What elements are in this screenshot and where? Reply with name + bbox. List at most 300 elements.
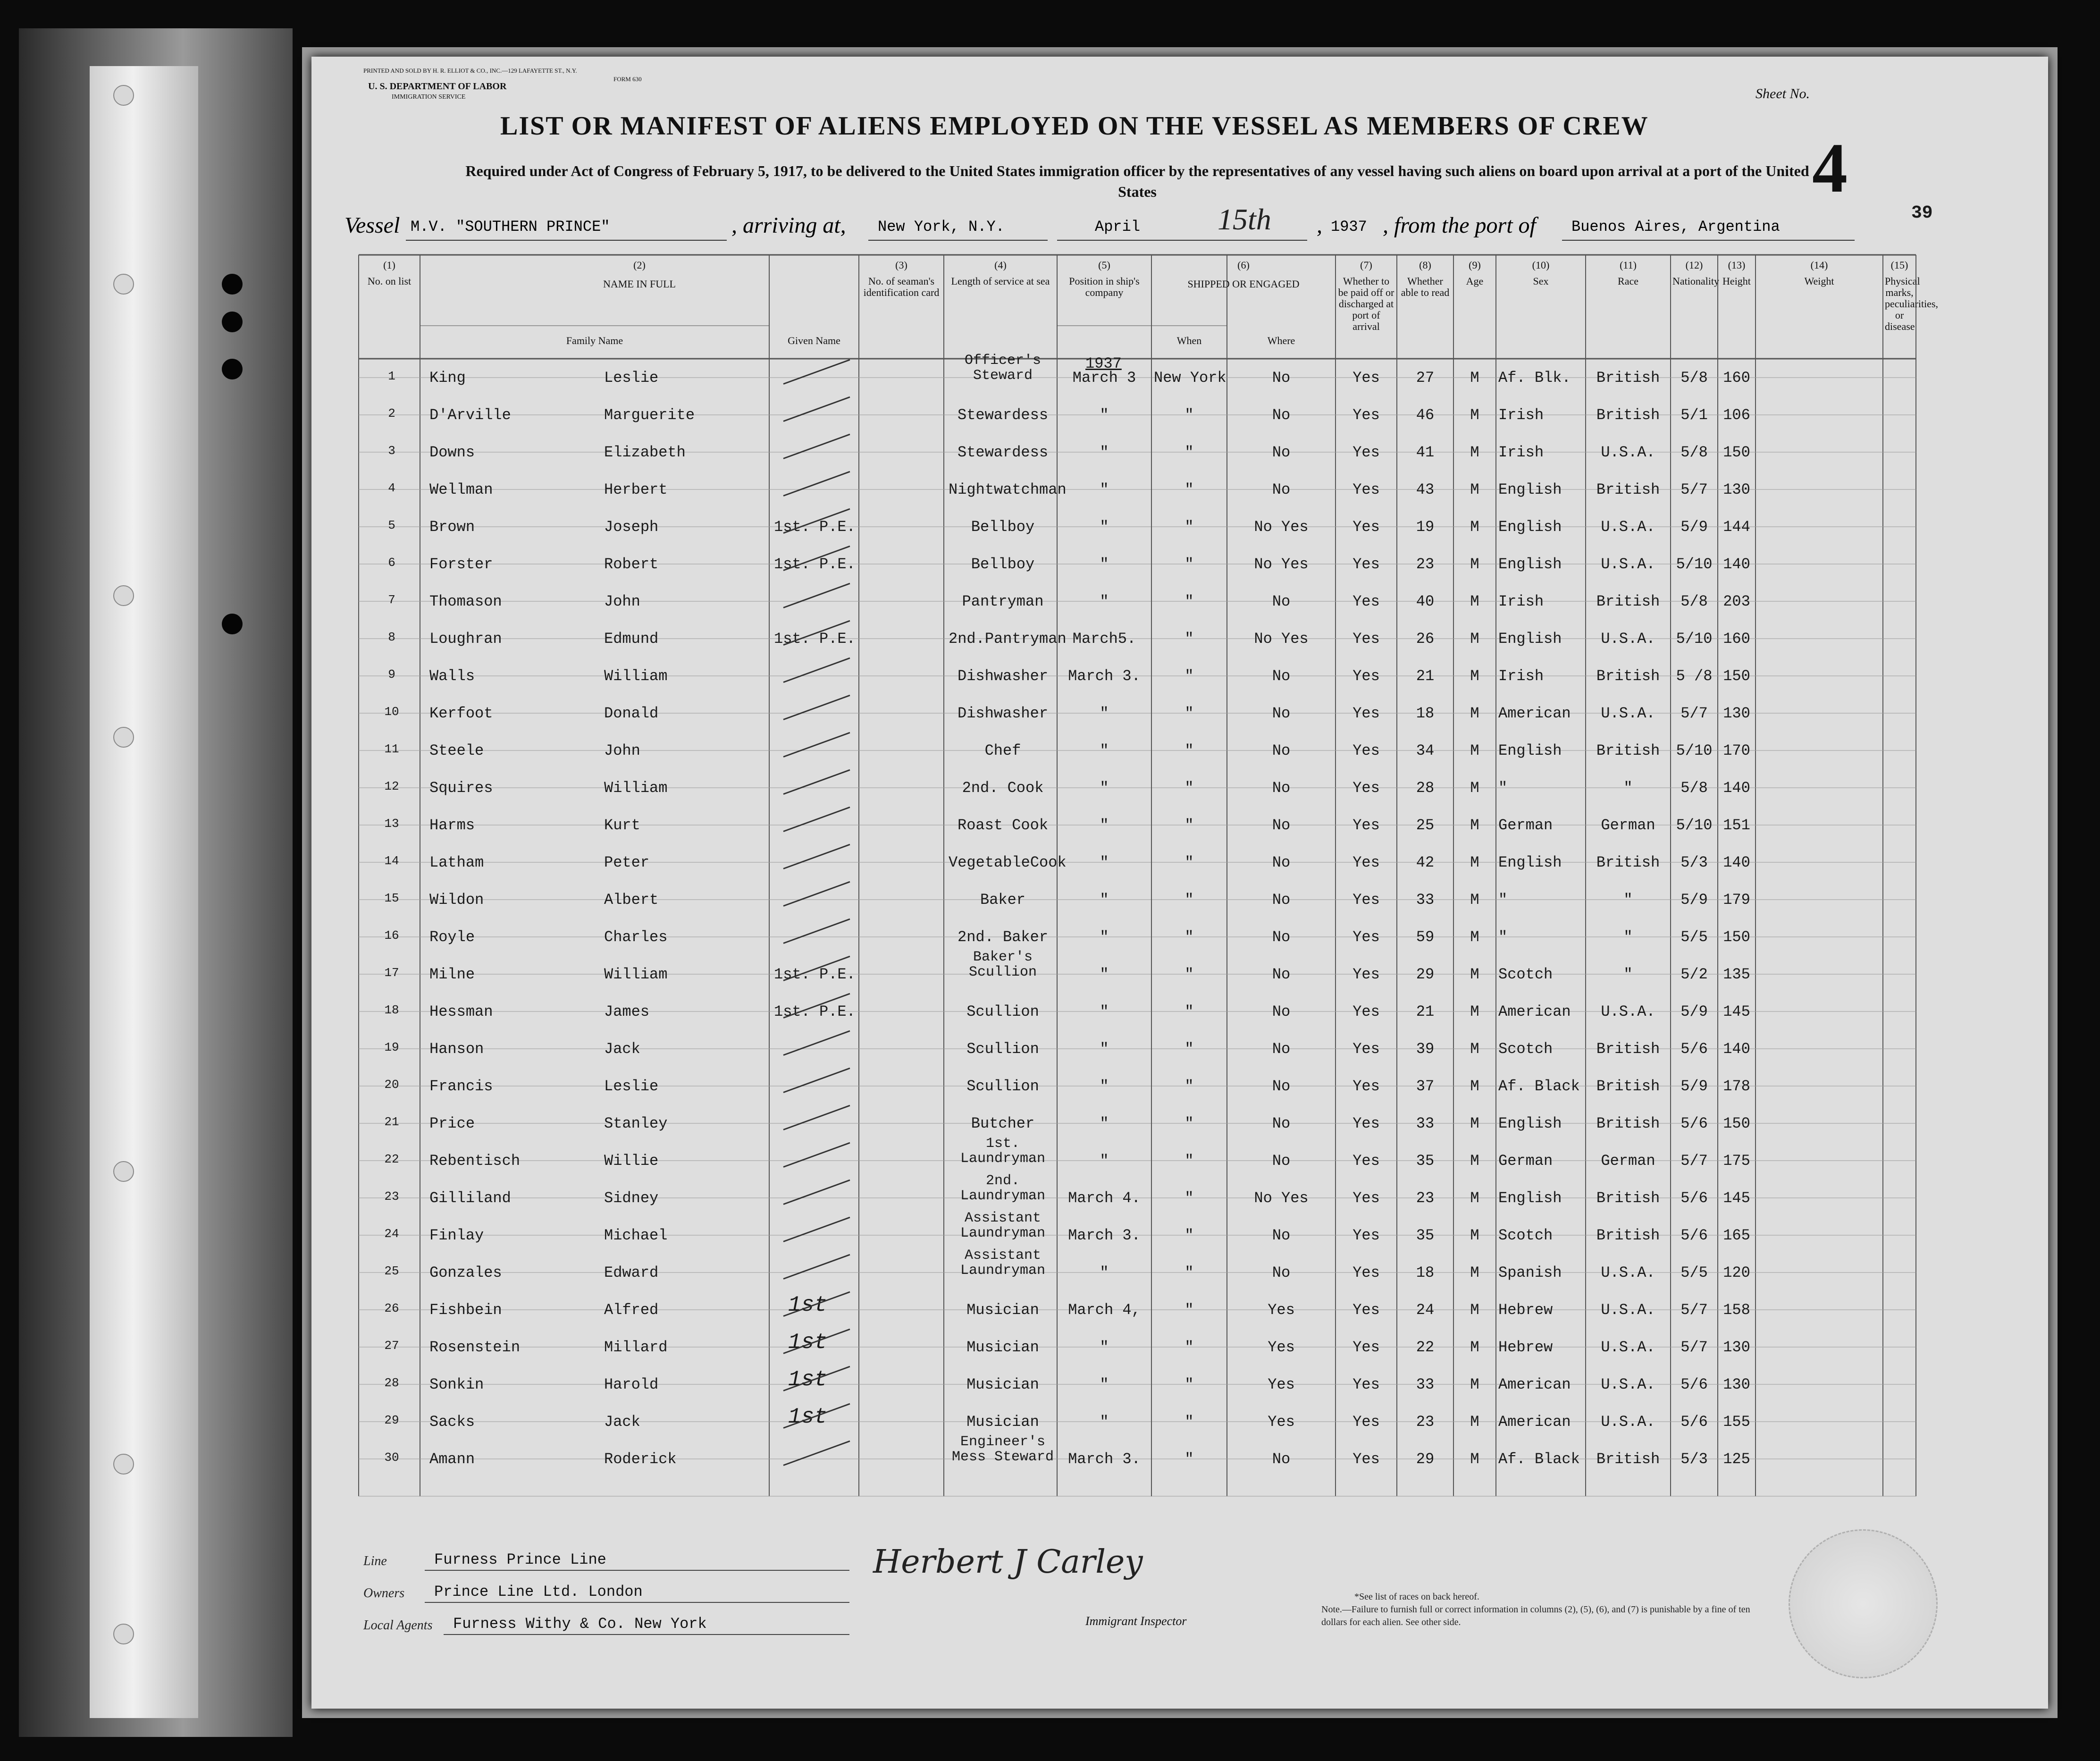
cell-nat: U.S.A.	[1601, 1003, 1655, 1020]
column-header: Race	[1618, 275, 1638, 287]
cell-read: Yes	[1352, 854, 1380, 871]
cell-read: Yes	[1352, 369, 1380, 387]
cell-sex: M	[1470, 1152, 1479, 1170]
cell-read: Yes	[1352, 667, 1380, 685]
cell-position: Nightwatchman	[949, 481, 1067, 498]
punch-hole	[222, 614, 243, 634]
cell-age: 46	[1416, 406, 1435, 424]
column-number: (9)	[1469, 259, 1481, 271]
cell-where: "	[1184, 556, 1194, 573]
cell-where: "	[1184, 1152, 1194, 1170]
cell-given: Kurt	[604, 817, 640, 834]
cell-position: Bellboy	[971, 556, 1035, 573]
cell-nat: "	[1623, 891, 1633, 909]
cell-race: Af. Black	[1498, 1450, 1580, 1468]
cell-weight: 140	[1723, 854, 1750, 871]
cell-height: 5/5	[1680, 928, 1708, 946]
cell-read: Yes	[1352, 406, 1380, 424]
cell-when: "	[1100, 779, 1109, 797]
cell-race: English	[1498, 1189, 1562, 1207]
column-header: Nationality	[1672, 275, 1719, 287]
cell-weight: 130	[1723, 1376, 1750, 1393]
cell-race: "	[1498, 779, 1508, 797]
cell-sex: M	[1470, 854, 1479, 871]
cell-height: 5/8	[1680, 444, 1708, 461]
cell-height: 5/9	[1680, 1078, 1708, 1095]
cell-read: Yes	[1352, 556, 1380, 573]
cell-when: "	[1100, 742, 1109, 759]
cell-read: Yes	[1352, 817, 1380, 834]
cell-paid: No	[1272, 1152, 1291, 1170]
cell-where: "	[1184, 667, 1194, 685]
cell-given: John	[604, 742, 640, 759]
cell-where: "	[1184, 1413, 1194, 1431]
cell-no: 26	[384, 1301, 399, 1315]
cell-where: "	[1184, 966, 1194, 983]
page-subtitle: Required under Act of Congress of February 5, 1917, to be delivered to the United States immigration officer by the representatives of any vessel having such aliens on board upon arrival at a port of the United States	[465, 162, 1809, 200]
column-number: (8)	[1419, 259, 1431, 271]
column-header: Sex	[1533, 275, 1549, 287]
cell-read: Yes	[1352, 966, 1380, 983]
cell-sex: M	[1470, 966, 1479, 983]
cell-height: 5/7	[1680, 705, 1708, 722]
cell-nat: U.S.A.	[1601, 630, 1655, 648]
cell-height: 5/6	[1680, 1115, 1708, 1132]
cell-nat: British	[1596, 854, 1660, 871]
cell-given: William	[604, 966, 668, 983]
cell-given: Michael	[604, 1227, 668, 1244]
cell-given: Jack	[604, 1413, 640, 1431]
cell-age: 41	[1416, 444, 1435, 461]
cell-race: English	[1498, 854, 1562, 871]
cell-age: 22	[1416, 1339, 1435, 1356]
column-number: (5)	[1098, 259, 1110, 271]
cell-height: 5/6	[1680, 1376, 1708, 1393]
cell-family: Kerfoot	[429, 705, 493, 722]
cell-weight: 160	[1723, 369, 1750, 387]
column-number: (6)	[1237, 259, 1250, 271]
cell-weight: 140	[1723, 1040, 1750, 1058]
cell-family: Price	[429, 1115, 475, 1132]
cell-card: 1st	[788, 1367, 827, 1392]
binder-edge	[19, 28, 293, 1737]
cell-read: Yes	[1352, 1376, 1380, 1393]
column-header: NAME IN FULL	[603, 278, 676, 290]
cell-age: 29	[1416, 966, 1435, 983]
cell-no: 2	[388, 406, 395, 421]
cell-given: Leslie	[604, 369, 659, 387]
column-number: (2)	[633, 259, 646, 271]
cell-no: 24	[384, 1227, 399, 1241]
cell-position: 2nd. Cook	[962, 779, 1044, 797]
cell-when: "	[1100, 1413, 1109, 1431]
column-header: Whether to be paid off or discharged at port of arrival	[1338, 275, 1394, 332]
cell-family: Francis	[429, 1078, 493, 1095]
cell-family: Loughran	[429, 630, 502, 648]
corner-number: 39	[1911, 203, 1933, 223]
cell-nat: U.S.A.	[1601, 1301, 1655, 1319]
cell-age: 19	[1416, 518, 1435, 536]
cell-weight: 155	[1723, 1413, 1750, 1431]
arrival-day: 15th	[1218, 202, 1271, 236]
cell-given: Joseph	[604, 518, 659, 536]
cell-height: 5/9	[1680, 891, 1708, 909]
cell-nat: U.S.A.	[1601, 1264, 1655, 1281]
cell-nat: British	[1596, 1115, 1660, 1132]
cell-no: 9	[388, 667, 395, 682]
cell-paid: No	[1272, 705, 1291, 722]
cell-read: Yes	[1352, 779, 1380, 797]
cell-where: "	[1184, 705, 1194, 722]
cell-card: 1st. P.E.	[774, 556, 856, 573]
cell-paid: Yes	[1268, 1339, 1295, 1356]
cell-family: Wellman	[429, 481, 493, 498]
cell-given: Edmund	[604, 630, 659, 648]
cell-weight: 144	[1723, 518, 1750, 536]
cell-sex: M	[1470, 406, 1479, 424]
cell-when: March5.	[1072, 630, 1136, 648]
cell-family: Wildon	[429, 891, 484, 909]
cell-where: "	[1184, 518, 1194, 536]
cell-read: Yes	[1352, 742, 1380, 759]
cell-height: 5/6	[1680, 1227, 1708, 1244]
cell-given: Charles	[604, 928, 668, 946]
cell-read: Yes	[1352, 1189, 1380, 1207]
cell-age: 35	[1416, 1227, 1435, 1244]
cell-when: "	[1100, 1152, 1109, 1170]
binder-hole	[113, 1161, 134, 1182]
owners-rule	[425, 1602, 849, 1603]
cell-weight: 125	[1723, 1450, 1750, 1468]
cell-paid: No	[1272, 1450, 1291, 1468]
cell-race: Scotch	[1498, 966, 1553, 983]
cell-family: Steele	[429, 742, 484, 759]
cell-age: 25	[1416, 817, 1435, 834]
cell-family: Fishbein	[429, 1301, 502, 1319]
cell-race: English	[1498, 481, 1562, 498]
cell-given: Marguerite	[604, 406, 695, 424]
cell-sex: M	[1470, 518, 1479, 536]
cell-sex: M	[1470, 705, 1479, 722]
cell-no: 12	[384, 779, 399, 793]
cell-read: Yes	[1352, 1003, 1380, 1020]
cell-sex: M	[1470, 556, 1479, 573]
column-number: (14)	[1810, 259, 1828, 271]
cell-weight: 165	[1723, 1227, 1750, 1244]
column-subheader: Where	[1267, 335, 1295, 346]
cell-no: 19	[384, 1040, 399, 1054]
cell-age: 24	[1416, 1301, 1435, 1319]
cell-where: "	[1184, 891, 1194, 909]
column-number: (1)	[383, 259, 395, 271]
cell-where: "	[1184, 481, 1194, 498]
cell-where: "	[1184, 1376, 1194, 1393]
cell-nat: British	[1596, 667, 1660, 685]
cell-position: Butcher	[971, 1115, 1035, 1132]
cell-sex: M	[1470, 1413, 1479, 1431]
cell-race: Af. Blk.	[1498, 369, 1571, 387]
cell-where: "	[1184, 630, 1194, 648]
cell-where: "	[1184, 1189, 1194, 1207]
cell-paid: No Yes	[1254, 518, 1309, 536]
cell-sex: M	[1470, 593, 1479, 610]
cell-when: "	[1100, 928, 1109, 946]
cell-sex: M	[1470, 1339, 1479, 1356]
cell-race: American	[1498, 705, 1571, 722]
cell-given: William	[604, 779, 668, 797]
cell-height: 5/6	[1680, 1040, 1708, 1058]
cell-family: Downs	[429, 444, 475, 461]
cell-height: 5/6	[1680, 1413, 1708, 1431]
cell-sex: M	[1470, 630, 1479, 648]
cell-read: Yes	[1352, 630, 1380, 648]
cell-age: 37	[1416, 1078, 1435, 1095]
cell-height: 5/7	[1680, 1301, 1708, 1319]
cell-height: 5/5	[1680, 1264, 1708, 1281]
note-races: *See list of races on back hereof.	[1354, 1592, 1479, 1602]
cell-family: Gilliland	[429, 1189, 511, 1207]
cell-no: 8	[388, 630, 395, 644]
cell-no: 29	[384, 1413, 399, 1427]
cell-weight: 135	[1723, 966, 1750, 983]
cell-where: "	[1184, 444, 1194, 461]
cell-no: 14	[384, 854, 399, 868]
cell-weight: 106	[1723, 406, 1750, 424]
cell-position: Baker's Scullion	[968, 949, 1037, 980]
cell-paid: No	[1272, 891, 1291, 909]
cell-family: Brown	[429, 518, 475, 536]
cell-family: Sacks	[429, 1413, 475, 1431]
cell-when: March 3.	[1068, 1227, 1141, 1244]
cell-where: "	[1184, 1339, 1194, 1356]
cell-paid: No	[1272, 481, 1291, 498]
cell-weight: 160	[1723, 630, 1750, 648]
cell-paid: No Yes	[1254, 1189, 1309, 1207]
cell-age: 35	[1416, 1152, 1435, 1170]
cell-where: New York	[1154, 369, 1226, 387]
vessel-name: M.V. "SOUTHERN PRINCE"	[411, 218, 610, 236]
cell-when: "	[1100, 817, 1109, 834]
cell-family: Harms	[429, 817, 475, 834]
cell-given: Alfred	[604, 1301, 659, 1319]
cell-position: Scullion	[966, 1040, 1039, 1058]
column-number: (12)	[1685, 259, 1703, 271]
cell-nat: U.S.A.	[1601, 1413, 1655, 1431]
cell-sex: M	[1470, 1003, 1479, 1020]
cell-height: 5/6	[1680, 1189, 1708, 1207]
department-name: U. S. DEPARTMENT OF LABOR	[368, 81, 507, 92]
cell-paid: No	[1272, 1115, 1291, 1132]
cell-nat: U.S.A.	[1601, 444, 1655, 461]
cell-position: 2nd.Pantryman	[949, 630, 1067, 648]
cell-position: Scullion	[966, 1078, 1039, 1095]
cell-position: Baker	[980, 891, 1025, 909]
cell-paid: No	[1272, 817, 1291, 834]
cell-position: Roast Cook	[957, 817, 1049, 834]
cell-given: Leslie	[604, 1078, 659, 1095]
cell-paid: No	[1272, 966, 1291, 983]
cell-position: Stewardess	[957, 444, 1049, 461]
cell-card: 1st	[788, 1405, 827, 1429]
cell-where: "	[1184, 928, 1194, 946]
cell-when: "	[1100, 705, 1109, 722]
cell-when: "	[1100, 593, 1109, 610]
cell-nat: British	[1596, 1189, 1660, 1207]
manifest-sheet	[311, 57, 2048, 1709]
form-number: FORM 630	[613, 76, 642, 83]
binder-strip	[90, 66, 198, 1718]
cell-position: Officer's Steward	[964, 353, 1042, 384]
arriving-port: New York, N.Y.	[878, 218, 1005, 236]
column-number: (4)	[994, 259, 1007, 271]
cell-race: Hebrew	[1498, 1301, 1553, 1319]
column-number: (15)	[1890, 259, 1908, 271]
cell-paid: No	[1272, 667, 1291, 685]
cell-age: 18	[1416, 705, 1435, 722]
cell-height: 5/1	[1680, 406, 1708, 424]
column-number: (3)	[895, 259, 907, 271]
cell-race: "	[1498, 891, 1508, 909]
cell-position: Scullion	[966, 1003, 1039, 1020]
cell-where: "	[1184, 1040, 1194, 1058]
line-rule	[425, 1570, 849, 1571]
cell-family: Forster	[429, 556, 493, 573]
cell-height: 5/9	[1680, 1003, 1708, 1020]
vessel-label: Vessel	[344, 213, 400, 238]
cell-nat: "	[1623, 966, 1633, 983]
binder-hole	[113, 727, 134, 748]
cell-paid: Yes	[1268, 1301, 1295, 1319]
cell-when: "	[1100, 1376, 1109, 1393]
column-header: SHIPPED OR ENGAGED	[1187, 278, 1300, 290]
cell-when: "	[1100, 518, 1109, 536]
cell-sex: M	[1470, 891, 1479, 909]
cell-read: Yes	[1352, 1301, 1380, 1319]
cell-age: 29	[1416, 1450, 1435, 1468]
cell-race: Irish	[1498, 444, 1544, 461]
punch-hole	[222, 359, 243, 379]
sheet-number-label: Sheet No.	[1756, 86, 1810, 101]
cell-height: 5/3	[1680, 1450, 1708, 1468]
binder-hole	[113, 1624, 134, 1644]
cell-paid: No	[1272, 854, 1291, 871]
cell-given: Harold	[604, 1376, 659, 1393]
cell-age: 59	[1416, 928, 1435, 946]
agents-rule	[444, 1634, 849, 1635]
cell-no: 28	[384, 1376, 399, 1390]
cell-when: March 3.	[1068, 667, 1141, 685]
cell-nat: U.S.A.	[1601, 1339, 1655, 1356]
cell-given: Willie	[604, 1152, 659, 1170]
cell-height: 5/10	[1676, 742, 1713, 759]
cell-family: Rosenstein	[429, 1339, 521, 1356]
cell-when: "	[1100, 556, 1109, 573]
cell-given: Donald	[604, 705, 659, 722]
cell-where: "	[1184, 1003, 1194, 1020]
cell-nat: British	[1596, 1078, 1660, 1095]
cell-where: "	[1184, 406, 1194, 424]
cell-race: American	[1498, 1413, 1571, 1431]
cell-where: "	[1184, 1450, 1194, 1468]
cell-nat: German	[1601, 1152, 1655, 1170]
cell-card: 1st. P.E.	[774, 630, 856, 648]
column-header: Position in ship's company	[1069, 275, 1140, 298]
column-number: (13)	[1728, 259, 1746, 271]
cell-read: Yes	[1352, 1413, 1380, 1431]
cell-when: March 4.	[1068, 1189, 1141, 1207]
cell-age: 28	[1416, 779, 1435, 797]
official-seal	[1789, 1529, 1938, 1678]
cell-position: 2nd. Baker	[957, 928, 1049, 946]
cell-when: "	[1100, 1078, 1109, 1095]
cell-when: "	[1100, 481, 1109, 498]
cell-position: Assistant Laundryman	[960, 1247, 1046, 1279]
column-header: Length of service at sea	[951, 275, 1050, 287]
cell-nat: "	[1623, 928, 1633, 946]
cell-where: "	[1184, 1078, 1194, 1095]
cell-family: Sonkin	[429, 1376, 484, 1393]
cell-age: 43	[1416, 481, 1435, 498]
cell-given: William	[604, 667, 668, 685]
cell-no: 4	[388, 481, 395, 495]
cell-age: 34	[1416, 742, 1435, 759]
cell-sex: M	[1470, 1227, 1479, 1244]
cell-given: Peter	[604, 854, 650, 871]
cell-weight: 150	[1723, 444, 1750, 461]
cell-paid: No	[1272, 1264, 1291, 1281]
cell-paid: No	[1272, 1078, 1291, 1095]
column-subheader: When	[1176, 335, 1202, 346]
cell-when: "	[1100, 854, 1109, 871]
cell-no: 6	[388, 556, 395, 570]
cell-nat: U.S.A.	[1601, 556, 1655, 573]
cell-where: "	[1184, 854, 1194, 871]
cell-paid: No	[1272, 742, 1291, 759]
cell-when: "	[1100, 1115, 1109, 1132]
cell-weight: 178	[1723, 1078, 1750, 1095]
cell-nat: British	[1596, 1227, 1660, 1244]
cell-weight: 145	[1723, 1189, 1750, 1207]
cell-family: D'Arville	[429, 406, 511, 424]
cell-paid: No	[1272, 1040, 1291, 1058]
cell-weight: 150	[1723, 928, 1750, 946]
cell-no: 21	[384, 1115, 399, 1129]
cell-family: Gonzales	[429, 1264, 502, 1281]
cell-nat: U.S.A.	[1601, 518, 1655, 536]
cell-weight: 130	[1723, 1339, 1750, 1356]
cell-family: Squires	[429, 779, 493, 797]
cell-when: March 4,	[1068, 1301, 1141, 1319]
cell-sex: M	[1470, 1376, 1479, 1393]
cell-nat: British	[1596, 742, 1660, 759]
cell-sex: M	[1470, 1189, 1479, 1207]
cell-race: German	[1498, 817, 1553, 834]
cell-no: 23	[384, 1189, 399, 1204]
cell-no: 15	[384, 891, 399, 905]
cell-sex: M	[1470, 742, 1479, 759]
cell-age: 40	[1416, 593, 1435, 610]
cell-read: Yes	[1352, 518, 1380, 536]
cell-nat: British	[1596, 369, 1660, 387]
cell-read: Yes	[1352, 481, 1380, 498]
cell-age: 26	[1416, 630, 1435, 648]
cell-weight: 150	[1723, 1115, 1750, 1132]
cell-nat: British	[1596, 593, 1660, 610]
page-title: LIST OR MANIFEST OF ALIENS EMPLOYED ON THE VESSEL AS MEMBERS OF CREW	[500, 111, 1649, 141]
cell-paid: No	[1272, 593, 1291, 610]
cell-race: English	[1498, 742, 1562, 759]
from-label: , from the port of	[1383, 213, 1536, 238]
